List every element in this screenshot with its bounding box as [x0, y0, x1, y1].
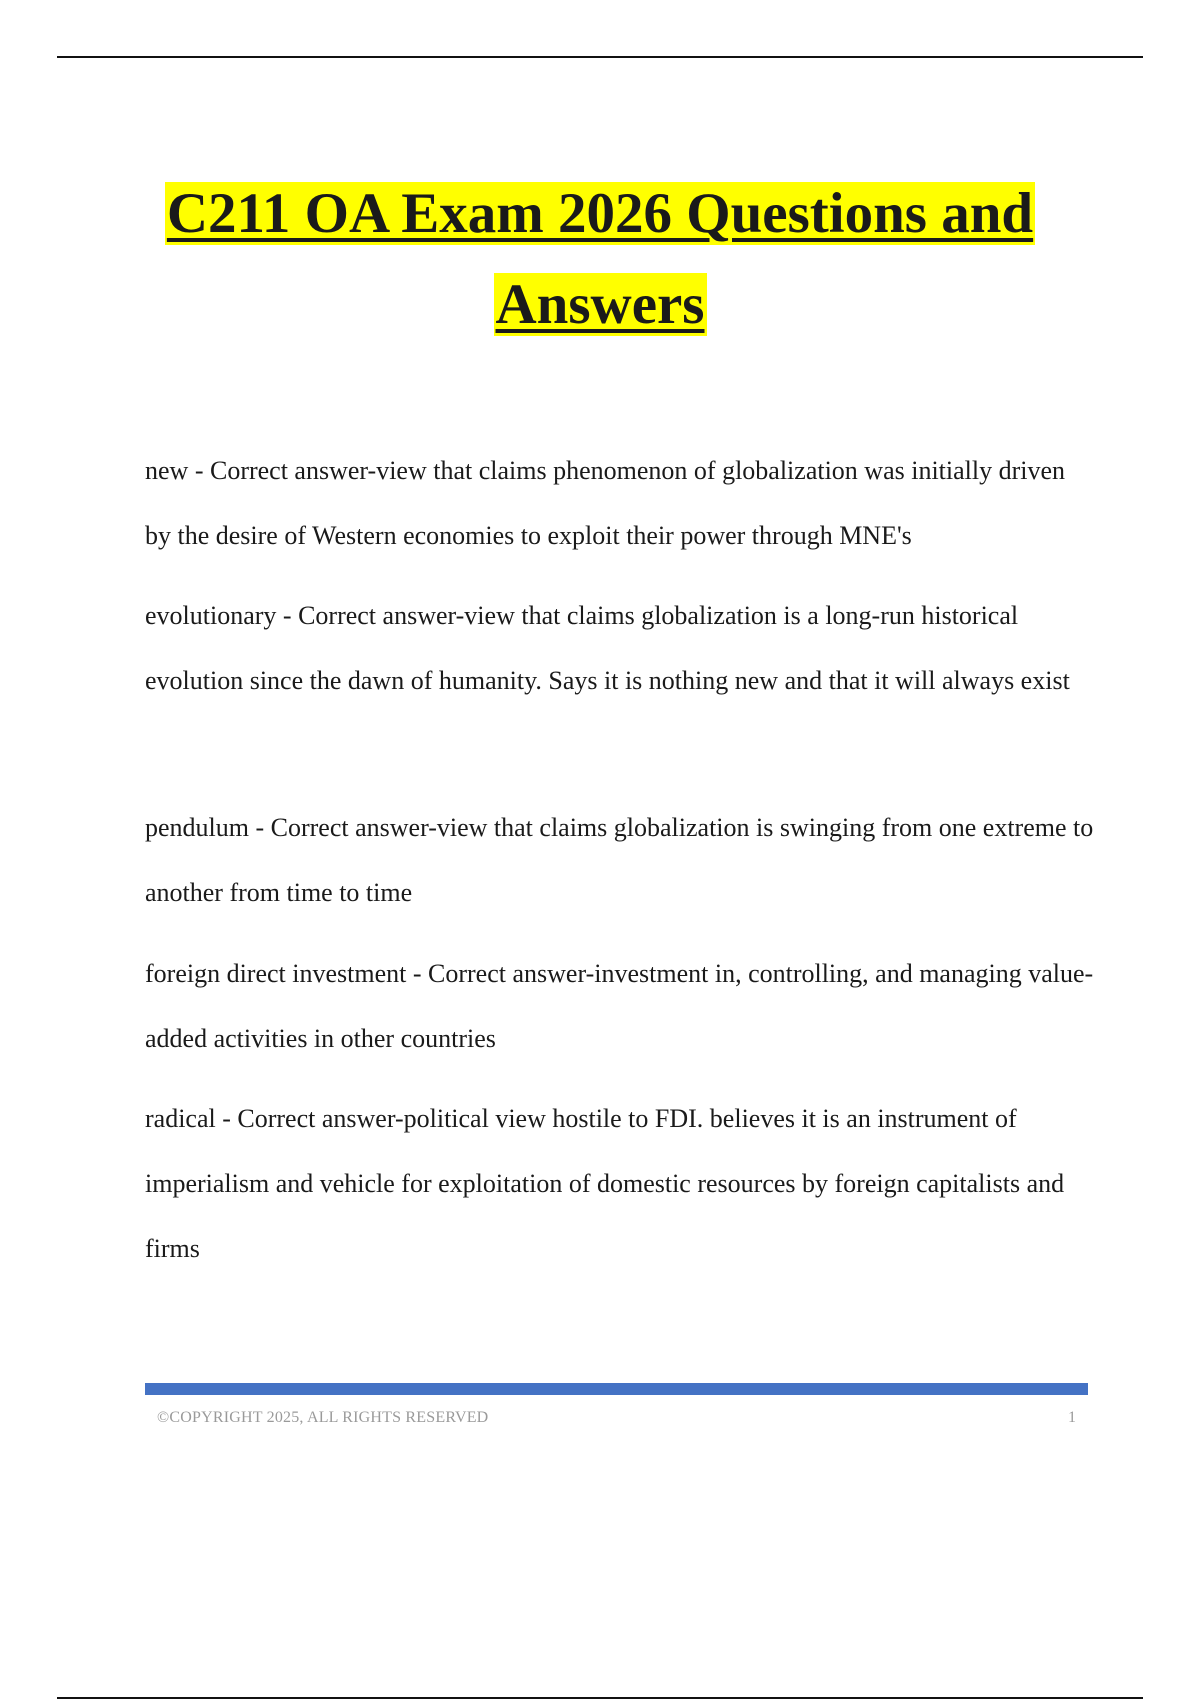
title-line-2: Answers — [495, 273, 705, 336]
bottom-page-rule — [57, 1697, 1143, 1699]
qa-entry-foreign-direct-investment: foreign direct investment - Correct answer-investment in, controlling, and managing value-added activities in other countries — [145, 959, 1094, 1053]
footer-page-number: 1 — [1068, 1409, 1076, 1426]
document-title — [0, 168, 1200, 350]
qa-entry-evolutionary: evolutionary - Correct answer-view that claims globalization is a long-run historical evolution since the dawn of humanity. Says it is nothing new and that it will always exist — [145, 601, 1070, 695]
footer-bar — [145, 1383, 1088, 1395]
top-page-rule — [57, 56, 1143, 58]
qa-entry-new: new - Correct answer-view that claims phenomenon of globalization was initially driven by the desire of Western economies to exploit their power through MNE's — [145, 456, 1066, 550]
title-line-1: C211 OA Exam 2026 Questions and — [166, 182, 1034, 245]
footer-copyright: ©COPYRIGHT 2025, ALL RIGHTS RESERVED — [157, 1409, 489, 1426]
qa-entry-radical: radical - Correct answer-political view hostile to FDI. believes it is an instrument of imperialism and vehicle for exploitation of domestic resources by foreign capitalists and firms — [145, 1104, 1065, 1263]
qa-entry-pendulum: pendulum - Correct answer-view that claims globalization is swinging from one extreme to another from time to time — [145, 813, 1094, 907]
